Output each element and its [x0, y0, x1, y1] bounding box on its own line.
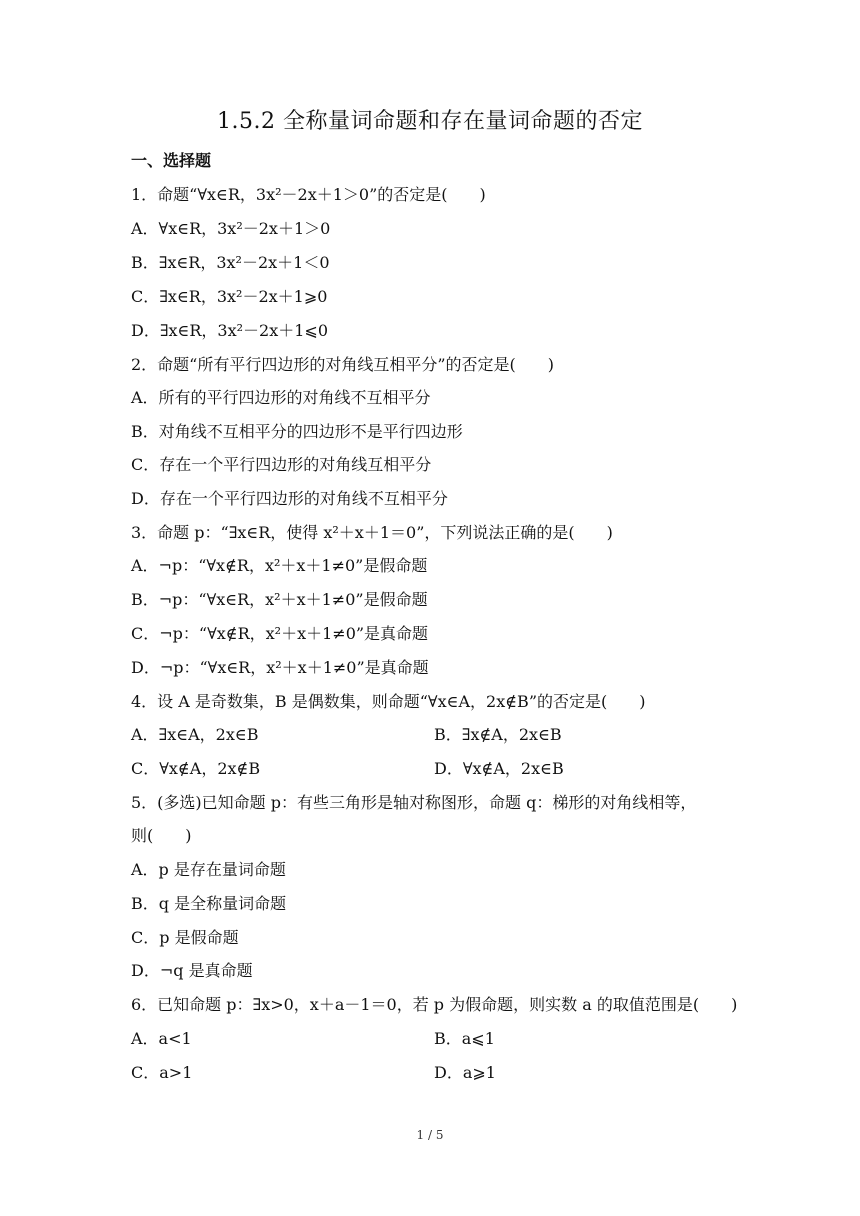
question-3: 3．命题 p：“∃x∈R，使得 x²＋x＋1＝0”，下列说法正确的是( ) — [131, 523, 613, 542]
q4-option-d: D．∀x∉A，2x∈B — [434, 759, 564, 778]
question-1: 1．命题“∀x∈R，3x²－2x＋1＞0”的否定是( ) — [131, 185, 486, 204]
q3-option-c: C．¬p：“∀x∉R，x²＋x＋1≠0”是真命题 — [131, 624, 429, 643]
q1-option-a: A．∀x∈R，3x²－2x＋1＞0 — [131, 219, 331, 238]
page-title: 1.5.2 全称量词命题和存在量词命题的否定 — [217, 109, 643, 134]
page-number: 1 / 5 — [416, 1128, 444, 1142]
question-5-cont: 则( ) — [131, 826, 192, 845]
q2-option-c: C．存在一个平行四边形的对角线互相平分 — [131, 455, 432, 474]
q5-option-d: D．¬q 是真命题 — [131, 961, 253, 980]
q4-option-c: C．∀x∉A，2x∉B — [131, 759, 261, 778]
question-6: 6．已知命题 p：∃x>0，x＋a－1＝0，若 p 为假命题，则实数 a 的取值范围是( ) — [131, 995, 738, 1014]
q6-option-a: A．a<1 — [131, 1029, 192, 1048]
q2-option-a: A．所有的平行四边形的对角线不互相平分 — [131, 388, 431, 407]
q2-option-b: B．对角线不互相平分的四边形不是平行四边形 — [131, 422, 463, 441]
q3-option-b: B．¬p：“∀x∈R，x²＋x＋1≠0”是假命题 — [131, 590, 428, 609]
q3-option-a: A．¬p：“∀x∉R，x²＋x＋1≠0”是假命题 — [131, 556, 428, 575]
q1-option-c: C．∃x∈R，3x²－2x＋1⩾0 — [131, 287, 328, 306]
question-4: 4．设 A 是奇数集，B 是偶数集，则命题“∀x∈A，2x∉B”的否定是( ) — [131, 692, 646, 711]
q6-option-c: C．a>1 — [131, 1063, 193, 1082]
q5-option-b: B．q 是全称量词命题 — [131, 894, 287, 913]
q3-option-d: D．¬p：“∀x∈R，x²＋x＋1≠0”是真命题 — [131, 658, 429, 677]
q5-option-c: C．p 是假命题 — [131, 928, 239, 947]
q2-option-d: D．存在一个平行四边形的对角线不互相平分 — [131, 489, 448, 508]
question-2: 2．命题“所有平行四边形的对角线互相平分”的否定是( ) — [131, 355, 555, 374]
q4-option-b: B．∃x∉A，2x∈B — [434, 725, 562, 744]
q5-option-a: A．p 是存在量词命题 — [131, 860, 286, 879]
section-heading: 一、选择题 — [131, 151, 212, 170]
q4-option-a: A．∃x∈A，2x∈B — [131, 725, 259, 744]
q6-option-b: B．a⩽1 — [434, 1029, 495, 1048]
question-5: 5．(多选)已知命题 p：有些三角形是轴对称图形，命题 q：梯形的对角线相等， — [131, 793, 697, 812]
q1-option-b: B．∃x∈R，3x²－2x＋1＜0 — [131, 253, 330, 272]
q1-option-d: D．∃x∈R，3x²－2x＋1⩽0 — [131, 321, 329, 340]
q6-option-d: D．a⩾1 — [434, 1063, 496, 1082]
